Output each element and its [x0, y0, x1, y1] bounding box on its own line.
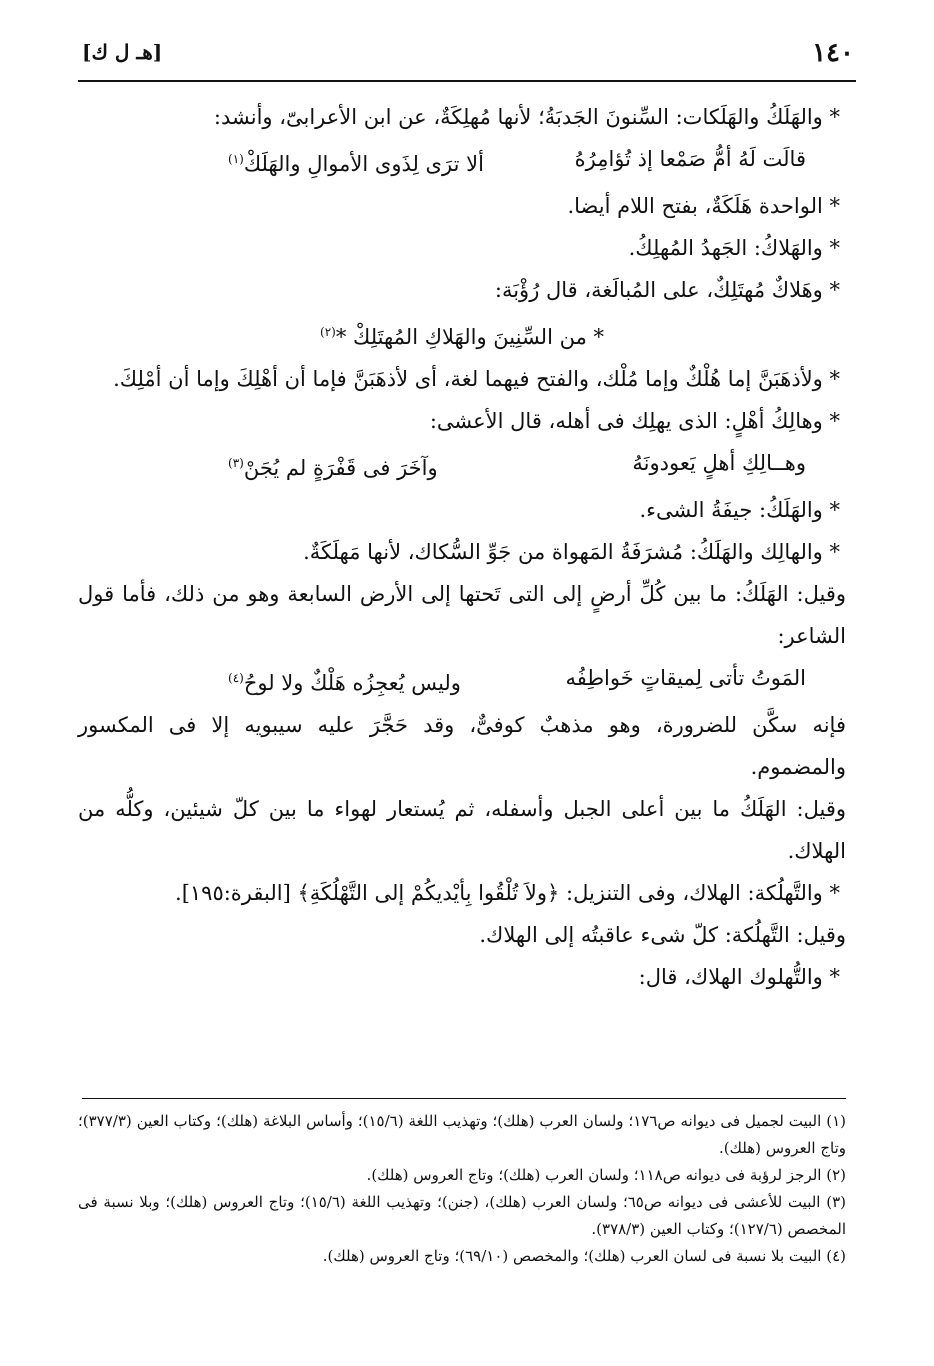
paragraph: * والتَّهلُكة: الهلاك، وفى التنزيل: ﴿ولاَ تُلْقُوا بِأيْديكُمْ إلى التَّهْلُكَةِ﴾ [البقرة:١٩٥]. [175, 881, 840, 905]
verse [228, 442, 806, 489]
paragraph: * الواحدة هَلَكَةٌ، بفتح اللام أيضا. [567, 194, 840, 218]
footnotes [78, 1108, 846, 1270]
verse-hemistich: وليس يُعجِزُه هَلْكٌ ولا لوحُ$^{(٤)}$ [228, 671, 461, 695]
page-body [78, 96, 846, 998]
paragraph: * والهَلَكُ والهَلَكات: السِّنونَ الجَدبَةُ؛ لأنها مُهلِكَةٌ، عن ابن الأعرابىّ، وأنشد: [213, 105, 840, 129]
paragraph: * والتُّهلوك الهلاك، قال: [638, 965, 840, 989]
footnote: (٣) البيت للأعشى فى ديوانه ص٦٥؛ ولسان العرب (هلك)، (جنن)؛ وتهذيب اللغة (١٥/٦)؛ وتاج العروس (هلك)؛ وبلا نسبة فى المخصص (١٢٧/٦)؛ وكتاب العين (٣٧٨/٣). [78, 1193, 846, 1238]
entry-root: [هـ ل ك] [82, 40, 163, 64]
verse [228, 138, 806, 185]
verse [228, 657, 806, 704]
header-rule [78, 80, 856, 82]
verse-hemistich: المَوتُ تأتى لِميقاتٍ خَواطِفُه [565, 666, 806, 690]
verse-hemistich: وهــالِكِ أهلٍ يَعودونَهُ [632, 451, 806, 475]
verse-hemistich: قالَت لَهُ أمُّ صَمْعا إذ تُؤامِرُهُ [574, 147, 806, 171]
footnote-rule [82, 1098, 846, 1099]
paragraph: * ولأذهَبَنَّ إما هُلْكٌ وإما مُلْك، والفتح فيهما لغة، أى لأذهَبَنَّ فإما أن أهْلِكَ وإما أن أمْلِكَ. [113, 367, 840, 391]
paragraph: * والهَلَكُ: جيفَةُ الشىء. [639, 498, 840, 522]
page-number: ١٤٠ [812, 38, 854, 68]
paragraph: * وهَلاكٌ مُهتَلِكٌ، على المُبالَغة، قال رُؤْبَة: [494, 278, 840, 302]
footnote: (٢) الرجز لرؤبة فى ديوانه ص١١٨؛ ولسان العرب (هلك)؛ وتاج العروس (هلك). [366, 1166, 846, 1184]
footnote-ref: (٢) [320, 325, 336, 339]
footnote-ref: (٣) [228, 456, 244, 470]
footnote: (٤) البيت بلا نسبة فى لسان العرب (هلك)؛ والمخصص (٦٩/١٠)؛ وتاج العروس (هلك). [322, 1247, 846, 1265]
verse: * من السِّنِينَ والهَلاكِ المُهتَلِكْ *$^{(٢)}$ [320, 325, 604, 349]
verse-hemistich: وآخَرَ فى قَفْرَةٍ لم يُجَنْ$^{(٣)}$ [228, 456, 438, 480]
paragraph: وقيل: الهَلَكُ: ما بين كُلِّ أرضٍ إلى التى تَحتها إلى الأرض السابعة وهو من ذلك، فأما قول الشاعر: [78, 582, 846, 648]
paragraph: * والهالِك والهَلَكُ: مُشرَفَةُ المَهواة من جَوِّ السُّكاك، لأنها مَهلَكَةٌ. [303, 540, 840, 564]
paragraph: وقيل: الهَلَكُ ما بين أعلى الجبل وأسفله، ثم يُستعار لهواء ما بين كلّ شيئين، وكلُّه من الهلاك. [78, 797, 846, 863]
footnote-ref: (١) [228, 152, 244, 166]
footnote: (١) البيت لجميل فى ديوانه ص١٧٦؛ ولسان العرب (هلك)؛ وتهذيب اللغة (١٥/٦)؛ وأساس البلاغة (هلك)؛ وكتاب العين (٣٧٧/٣)؛ وتاج العروس (هلك). [78, 1112, 847, 1157]
paragraph: * والهَلاكُ: الجَهدُ المُهلِكُ. [628, 236, 840, 260]
paragraph: * وهالِكُ أهْلٍ: الذى يهلِك فى أهله، قال الأعشى: [429, 409, 840, 433]
paragraph: فإنه سكَّن للضرورة، وهو مذهبٌ كوفىٌّ، وقد حَجَّرَ عليه سيبويه إلا فى المكسور والمضموم. [78, 713, 846, 779]
verse-hemistich: ألا ترَى لِذَوى الأموالِ والهَلَكْ$^{(١)}$ [228, 152, 484, 176]
paragraph: وقيل: التَّهلُكة: كلّ شىء عاقبتُه إلى الهلاك. [479, 923, 846, 947]
footnote-ref: (٤) [228, 671, 244, 685]
